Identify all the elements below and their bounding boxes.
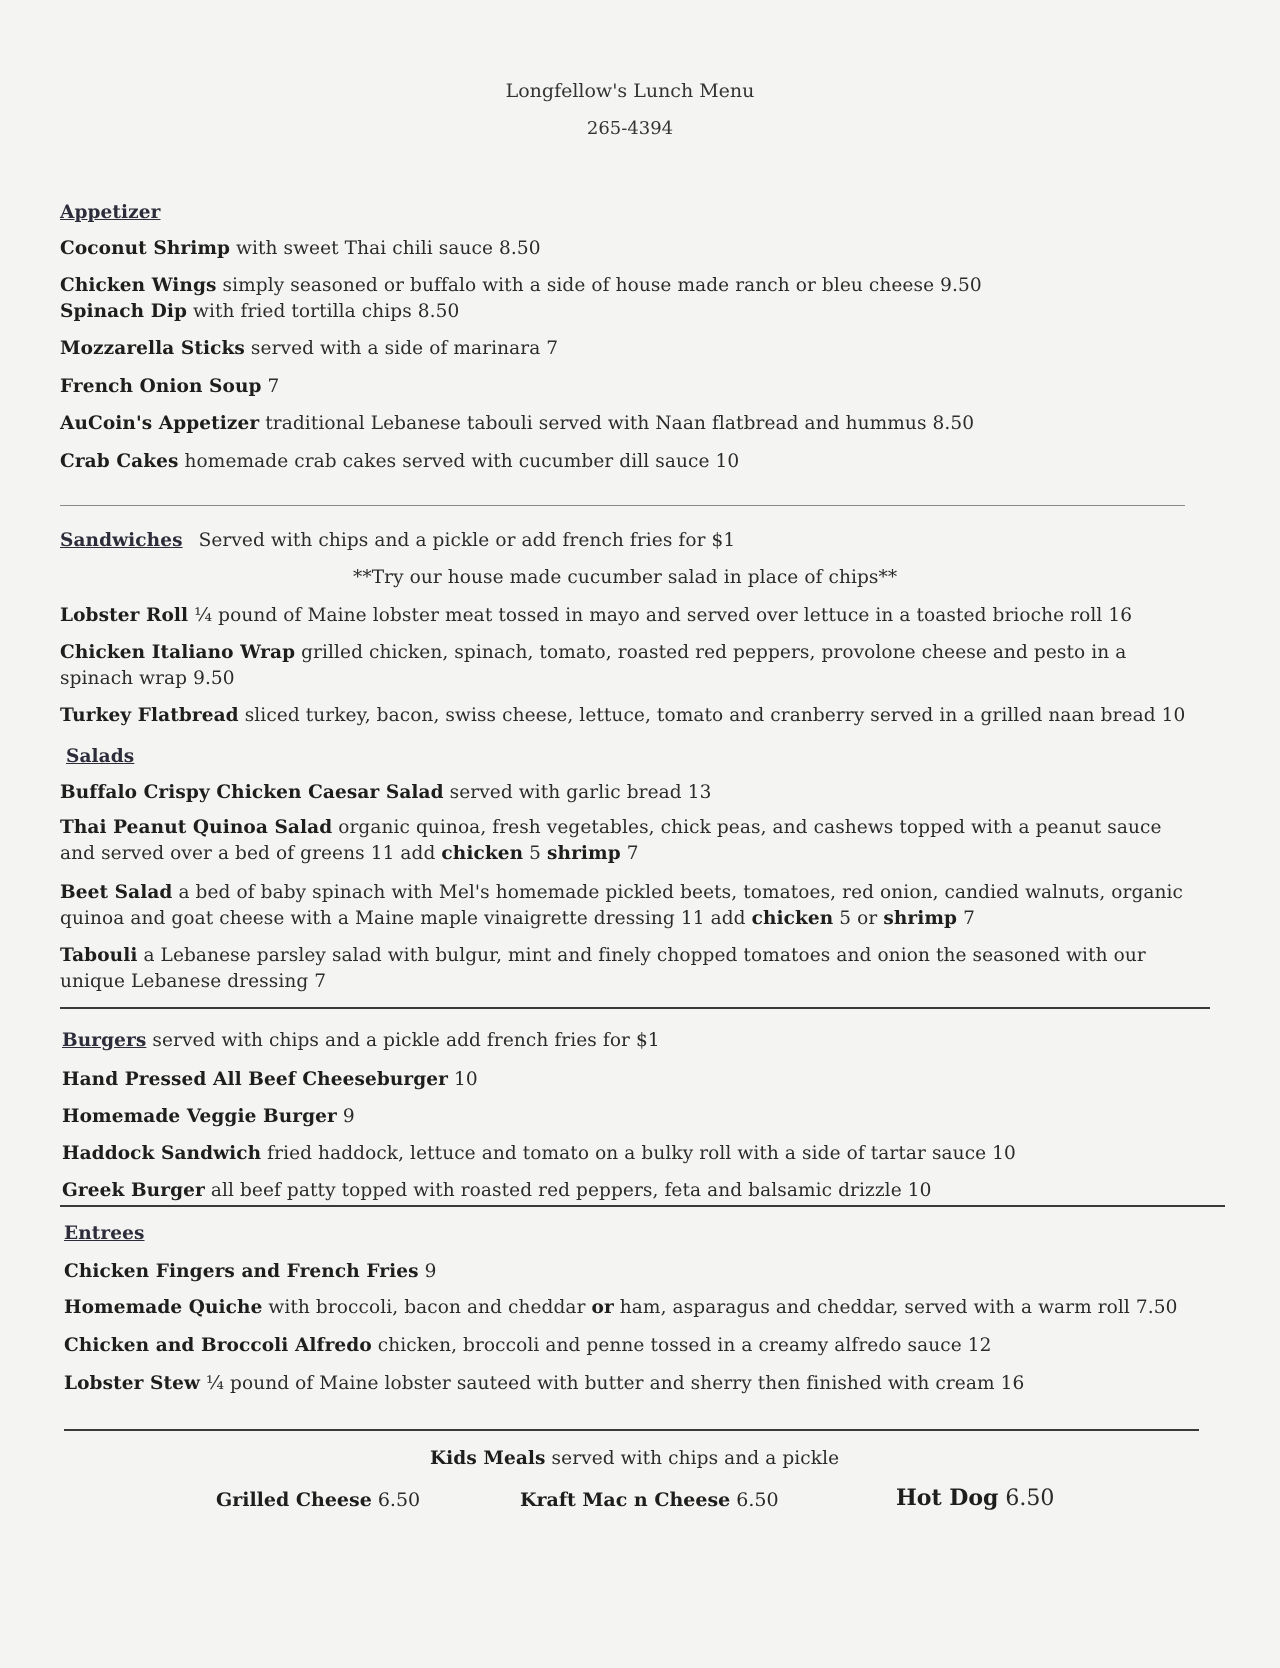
addon-price: 5 or xyxy=(833,908,884,929)
item-name: Spinach Dip xyxy=(60,301,188,322)
menu-item xyxy=(62,1143,1016,1164)
divider xyxy=(60,1205,1225,1207)
item-desc: a Lebanese parsley salad with bulgur, mint and finely chopped tomatoes and onion the seasoned with our unique Lebanese dressing 7 xyxy=(60,945,1146,992)
item-price: 6.50 xyxy=(371,1489,421,1511)
item-price: 6.50 xyxy=(730,1489,779,1511)
menu-item xyxy=(60,605,1132,626)
salads-heading xyxy=(66,746,134,767)
item-name: Homemade Veggie Burger xyxy=(62,1106,337,1127)
item-name: Coconut Shrimp xyxy=(60,238,231,259)
menu-item xyxy=(62,1180,931,1201)
section-heading: Kids Meals xyxy=(430,1448,546,1469)
section-subtitle: served with chips and a pickle add french fries for $1 xyxy=(146,1030,660,1051)
menu-item xyxy=(60,301,459,322)
menu-item xyxy=(64,1297,1178,1318)
item-name: Chicken Italiano Wrap xyxy=(60,642,296,663)
menu-item xyxy=(64,1335,992,1356)
phone-number: 265-4394 xyxy=(586,118,674,139)
item-desc: 7 xyxy=(261,376,280,397)
item-name: Homemade Quiche xyxy=(64,1297,263,1318)
item-name: Mozzarella Sticks xyxy=(60,338,245,359)
burgers-heading xyxy=(62,1030,660,1051)
menu-item xyxy=(60,880,1190,932)
or-word: or xyxy=(591,1297,614,1318)
menu-item xyxy=(62,1106,355,1127)
addon-chicken: chicken xyxy=(441,843,524,864)
item-desc: 10 xyxy=(448,1069,478,1090)
item-name: Lobster Stew xyxy=(64,1373,201,1394)
item-name: Greek Burger xyxy=(62,1180,205,1201)
item-desc: all beef patty topped with roasted red peppers, feta and balsamic drizzle 10 xyxy=(204,1180,932,1201)
item-name: Thai Peanut Quinoa Salad xyxy=(60,817,333,838)
item-desc: simply seasoned or buffalo with a side of house made ranch or bleu cheese 9.50 xyxy=(216,275,982,296)
item-name: French Onion Soup xyxy=(60,376,262,397)
divider xyxy=(64,1429,1199,1431)
divider xyxy=(60,505,1185,506)
menu-item xyxy=(60,376,279,397)
menu-item xyxy=(64,1373,1024,1394)
menu-item xyxy=(64,1261,436,1282)
item-name: Chicken and Broccoli Alfredo xyxy=(64,1335,372,1356)
section-heading: Entrees xyxy=(64,1223,145,1244)
menu-item xyxy=(60,451,739,472)
item-name: Crab Cakes xyxy=(60,451,179,472)
menu-item xyxy=(60,943,1190,995)
item-desc: 9 xyxy=(336,1106,355,1127)
item-name: Turkey Flatbread xyxy=(60,705,239,726)
section-subtitle: Served with chips and a pickle or add french fries for $1 xyxy=(198,530,736,551)
item-desc: with fried tortilla chips 8.50 xyxy=(187,301,460,322)
item-desc: ¼ pound of Maine lobster meat tossed in mayo and served over lettuce in a toasted brioche roll 16 xyxy=(188,605,1133,626)
menu-item xyxy=(60,640,1190,692)
section-subtitle: served with chips and a pickle xyxy=(545,1448,840,1469)
menu-item xyxy=(60,338,558,359)
item-desc: organic quinoa, fresh vegetables, chick peas, and cashews topped with a peanut sauce and served over a bed of greens 11 add xyxy=(60,817,1162,864)
item-desc: ¼ pound of Maine lobster sauteed with butter and sherry then finished with cream 16 xyxy=(200,1373,1025,1394)
item-desc: chicken, broccoli and penne tossed in a creamy alfredo sauce 12 xyxy=(371,1335,992,1356)
item-price: 6.50 xyxy=(998,1486,1055,1511)
menu-item xyxy=(60,782,711,803)
item-desc: grilled chicken, spinach, tomato, roasted red peppers, provolone cheese and pesto in a spinach wrap 9.50 xyxy=(60,642,1127,689)
item-name: Chicken Fingers and French Fries xyxy=(64,1261,419,1282)
item-name: Tabouli xyxy=(60,945,138,966)
menu-item xyxy=(62,1069,478,1090)
item-name: Kraft Mac n Cheese xyxy=(520,1489,731,1511)
kids-heading xyxy=(430,1448,839,1469)
item-desc: homemade crab cakes served with cucumber dill sauce 10 xyxy=(178,451,740,472)
addon-chicken: chicken xyxy=(751,908,834,929)
section-heading: Sandwiches xyxy=(60,530,183,551)
item-desc: sliced turkey, bacon, swiss cheese, lettuce, tomato and cranberry served in a grilled naan bread 10 xyxy=(238,705,1186,726)
item-desc: fried haddock, lettuce and tomato on a bulky roll with a side of tartar sauce 10 xyxy=(261,1143,1016,1164)
item-desc: ham, asparagus and cheddar, served with a warm roll 7.50 xyxy=(613,1297,1178,1318)
menu-item xyxy=(60,275,982,296)
appetizer-heading xyxy=(60,202,161,223)
kids-item xyxy=(216,1489,420,1511)
item-name: Grilled Cheese xyxy=(216,1489,372,1511)
divider xyxy=(60,1007,1210,1009)
addon-shrimp: shrimp xyxy=(547,843,621,864)
addon-price: 5 xyxy=(523,843,548,864)
item-name: Hot Dog xyxy=(896,1485,999,1511)
section-heading: Salads xyxy=(66,746,135,767)
addon-price: 7 xyxy=(620,843,639,864)
item-desc: traditional Lebanese tabouli served with Naan flatbread and hummus 8.50 xyxy=(259,413,975,434)
kids-item xyxy=(520,1489,779,1511)
sandwiches-heading xyxy=(60,530,735,551)
addon-shrimp: shrimp xyxy=(883,908,958,929)
menu-item xyxy=(60,413,974,434)
item-desc: with sweet Thai chili sauce 8.50 xyxy=(230,238,541,259)
section-heading: Burgers xyxy=(62,1030,147,1051)
item-name: Beet Salad xyxy=(60,882,173,903)
item-name: Buffalo Crispy Chicken Caesar Salad xyxy=(60,782,444,803)
item-desc: with broccoli, bacon and cheddar xyxy=(262,1297,592,1318)
menu-item xyxy=(60,238,541,259)
item-desc: served with garlic bread 13 xyxy=(443,782,712,803)
item-name: Lobster Roll xyxy=(60,605,189,626)
sandwich-note: **Try our house made cucumber salad in place of chips** xyxy=(353,567,898,588)
item-name: AuCoin's Appetizer xyxy=(60,413,260,434)
item-name: Haddock Sandwich xyxy=(62,1143,262,1164)
menu-item xyxy=(60,705,1185,726)
entrees-heading xyxy=(64,1223,145,1244)
kids-item xyxy=(896,1485,1054,1511)
item-desc: a bed of baby spinach with Mel's homemade pickled beets, tomatoes, red onion, candied walnuts, organic quinoa and goat cheese with a Maine maple vinaigrette dressing 11 add xyxy=(60,882,1184,929)
item-name: Hand Pressed All Beef Cheeseburger xyxy=(62,1069,449,1090)
item-desc: served with a side of marinara 7 xyxy=(244,338,559,359)
addon-price: 7 xyxy=(957,908,975,929)
item-name: Chicken Wings xyxy=(60,275,217,296)
item-desc: 9 xyxy=(418,1261,437,1282)
menu-title: Longfellow's Lunch Menu xyxy=(505,80,755,102)
section-heading: Appetizer xyxy=(60,202,161,223)
menu-item xyxy=(60,815,1190,867)
